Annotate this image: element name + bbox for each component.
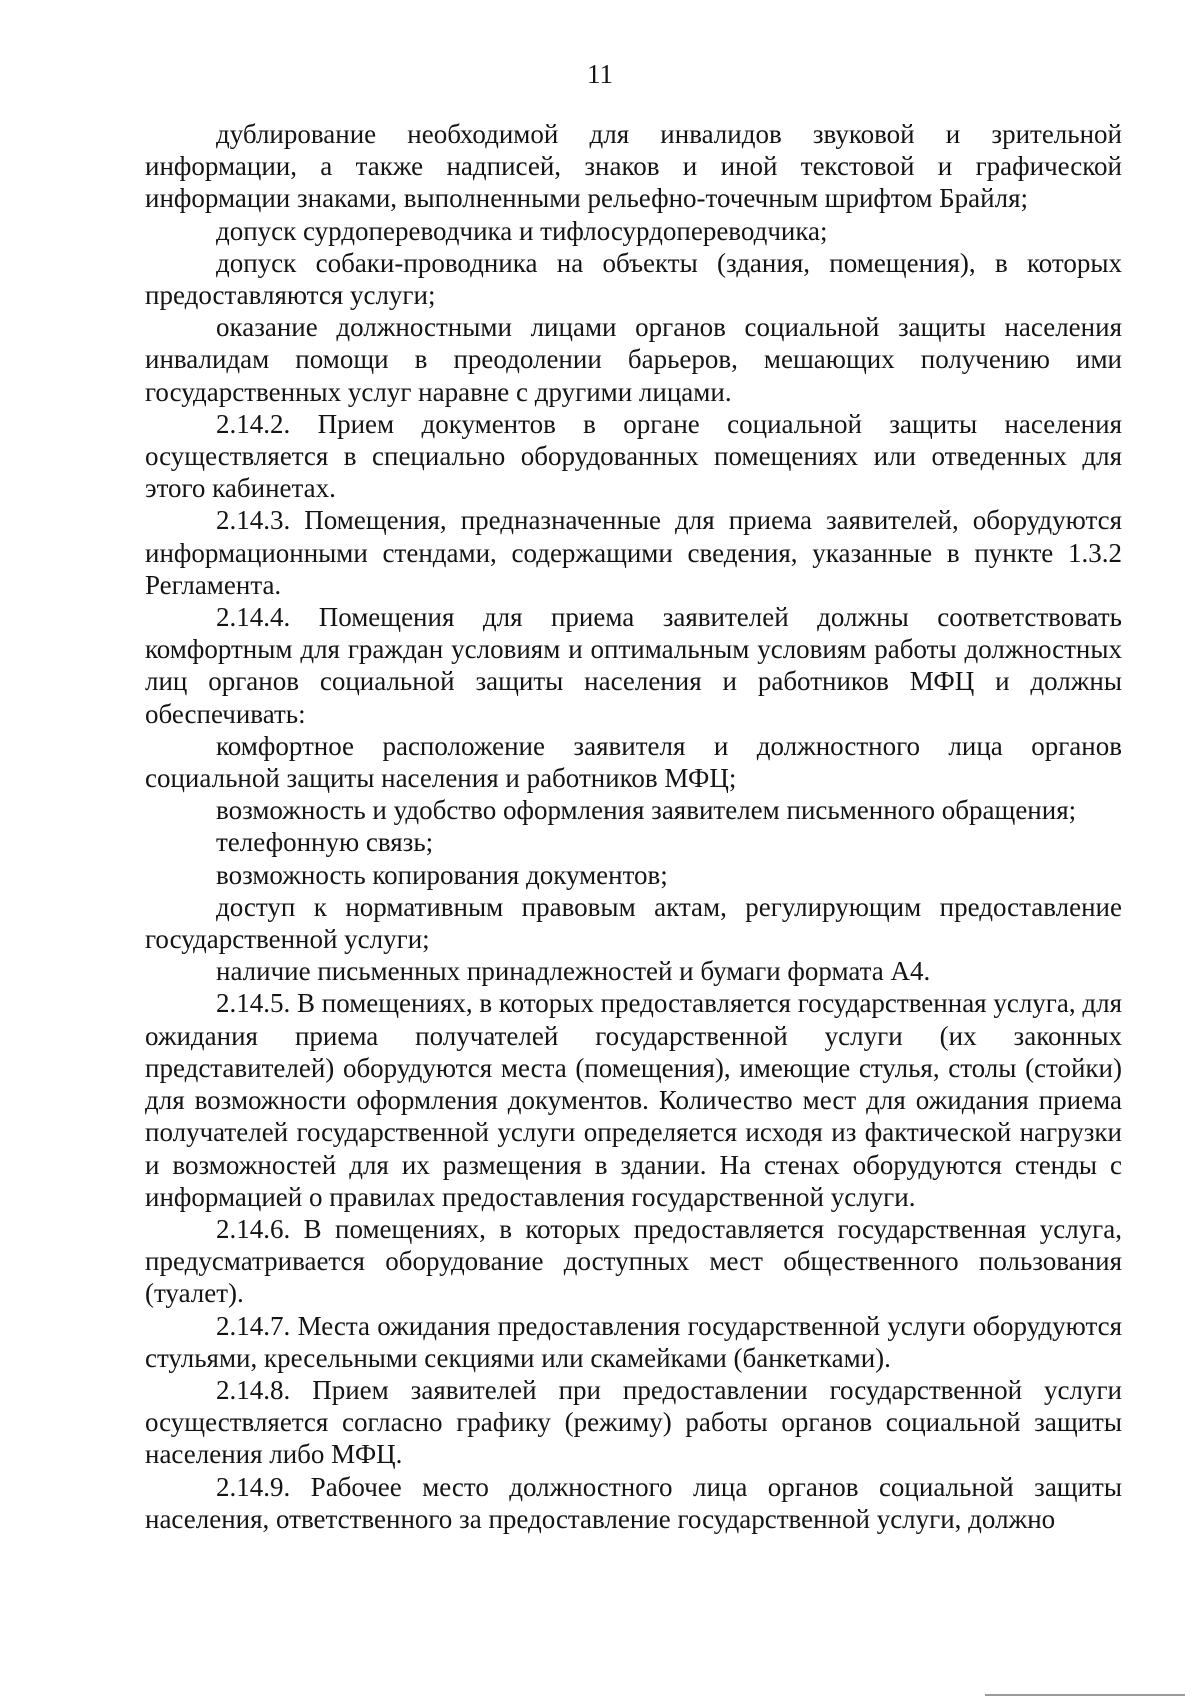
paragraph: 2.14.3. Помещения, предназначенные для приема заявителей, оборудуются информационными стендами, содержащими сведения, указанные в пункте 1.3.2 Регламента. (145, 505, 1122, 600)
paragraph: 2.14.6. В помещениях, в которых предоставляется государственная услуга, предусматривается оборудование доступных мест общественного пользования (туалет). (145, 1213, 1122, 1309)
scan-edge-line (985, 1694, 1185, 1696)
paragraph: возможность копирования документов; (216, 859, 668, 890)
paragraph: 2.14.8. Прием заявителей при предоставлении государственной услуги осуществляется согласно графику (режиму) работы органов социальной защиты населения либо МФЦ. (145, 1374, 1122, 1470)
paragraph: 2.14.5. В помещениях, в которых предоставляется государственная услуга, для ожидания приема получателей государственной услуги (их законных представителей) оборудуются места (помещения), имеющие стулья, столы (стойки) для возможности оформления документов. Количество мест для ожидания приема получателей государственной услуги определяется исходя из фактической нагрузки и возможностей для их размещения в здании. На стенах оборудуются стенды с информацией о правилах предоставления государственной услуги. (145, 988, 1122, 1212)
paragraph: 2.14.4. Помещения для приема заявителей должны соответствовать комфортным для граждан условиям и оптимальным условиям работы должностных лиц органов социальной защиты населения и работников МФЦ и должны обеспечивать: (145, 602, 1122, 729)
paragraph: возможность и удобство оформления заявителем письменного обращения; (216, 795, 1077, 826)
paragraph: 2.14.7. Места ожидания предоставления государственной услуги оборудуются стульями, кресельными секциями или скамейками (банкетками). (145, 1310, 1122, 1373)
paragraph: 2.14.9. Рабочее место должностного лица органов социальной защиты населения, ответственного за предоставление государственной услуги, должно (145, 1471, 1122, 1534)
paragraph: доступ к нормативным правовым актам, регулирующим предоставление государственной услуги; (145, 891, 1122, 955)
page-number: 11 (587, 59, 613, 89)
paragraph: допуск собаки-проводника на объекты (здания, помещения), в которых предоставляются услуги; (145, 247, 1122, 311)
paragraph: оказание должностными лицами органов социальной защиты населения инвалидам помощи в преодолении барьеров, мешающих получению ими государственных услуг наравне с другими лицами. (145, 312, 1122, 407)
paragraph: дублирование необходимой для инвалидов звуковой и зрительной информации, а также надписей, знаков и иной текстовой и графической информации знаками, выполненными рельефно-точечным шрифтом Брайля; (145, 119, 1122, 214)
paragraph: телефонную связь; (216, 827, 434, 858)
paragraph: 2.14.2. Прием документов в органе социальной защиты населения осуществляется в специально оборудованных помещениях или отведенных для этого кабинетах. (145, 408, 1122, 504)
paragraph: допуск сурдопереводчика и тифлосурдопереводчика; (216, 215, 828, 246)
document-body (145, 118, 1122, 1535)
paragraph: комфортное расположение заявителя и должностного лица органов социальной защиты населения и работников МФЦ; (145, 730, 1122, 794)
paragraph: наличие письменных принадлежностей и бумаги формата А4. (216, 956, 931, 987)
